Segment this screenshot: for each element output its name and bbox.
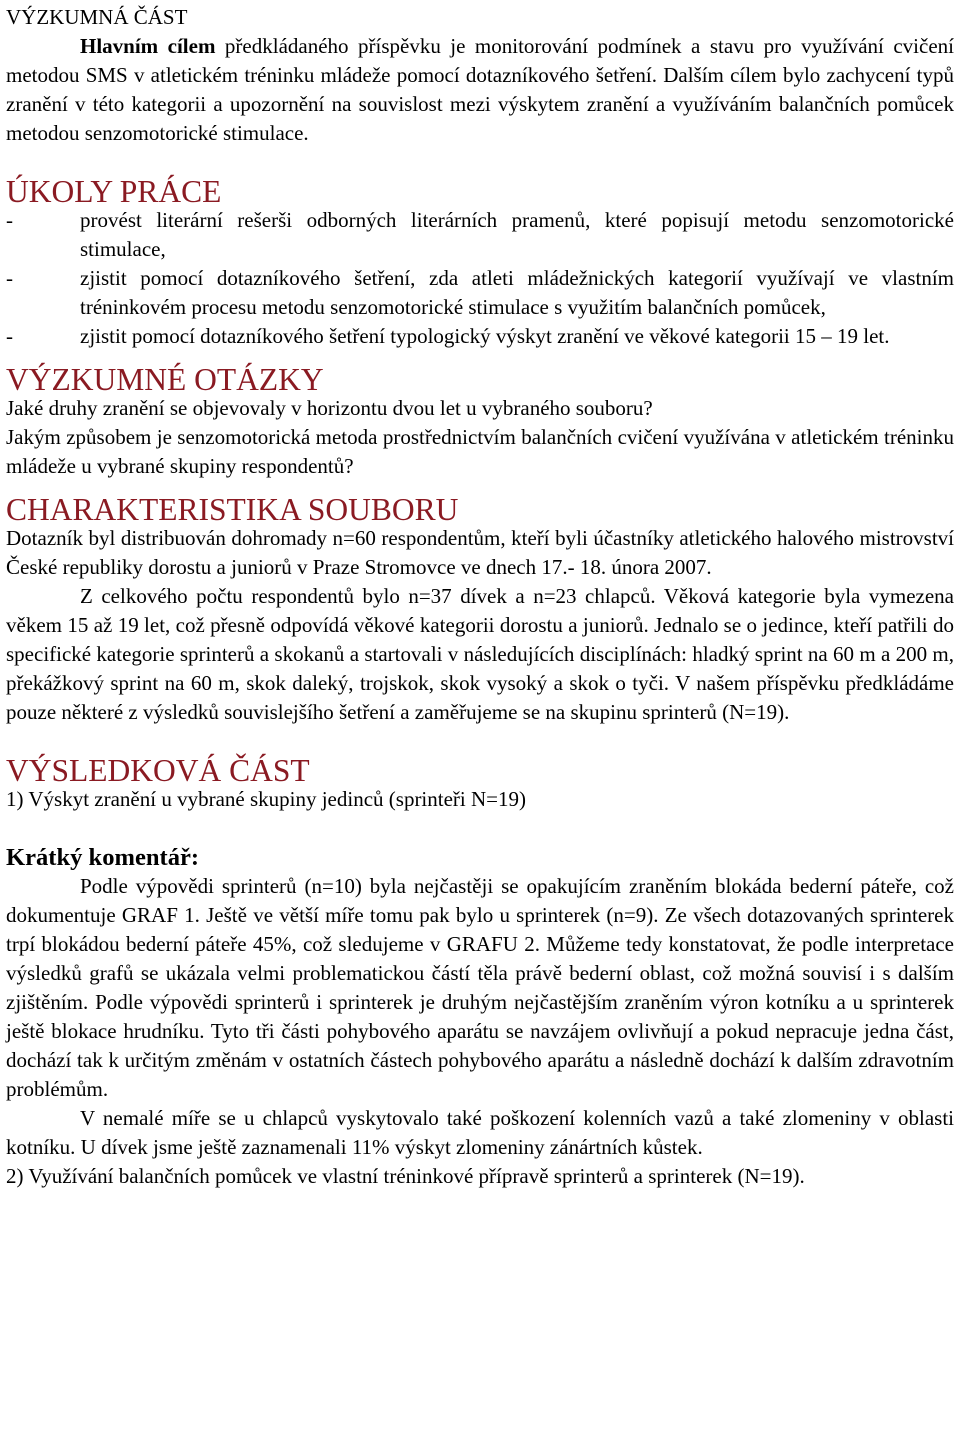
tasks-heading: ÚKOLY PRÁCE bbox=[6, 174, 222, 209]
comment-heading: Krátký komentář: bbox=[6, 844, 200, 871]
comment-paragraph-1: Podle výpovědi sprinterů (n=10) byla nejčastěji se opakujícím zraněním blokáda bederní páteře, což dokumentuje GRAF 1. Ještě ve větší míře tomu pak bylo u sprinterek (n=9). Ze všech dotazovaných sprinterek trpí blokádou bederní páteře 45%, což sledujeme v GRAFU 2. Můžeme tedy konstatovat, že podle interpretace výsledků grafů se ukázala velmi problematickou částí těla právě bederní oblast, což možná souvisí i s dalším zjištěním. Podle výpovědi sprinterů i sprinterek je druhým nejčastějším zraněním výron kotníku a u sprinterek ještě blokace hrudníku. Tyto tři části pohybového aparátu se navzájem ovlivňují a pokud nepracuje jedna část, dochází tak k určitým změnám v ostatních částech pohybového aparátu a následně dochází k dalším zdravotním problémům. bbox=[6, 874, 954, 1101]
task-dash: - bbox=[6, 324, 13, 348]
question-1: Jaké druhy zranění se objevovaly v horizontu dvou let u vybraného souboru? bbox=[6, 396, 653, 420]
sample-section bbox=[6, 492, 954, 727]
questions-heading: VÝZKUMNÉ OTÁZKY bbox=[6, 362, 324, 397]
task-item bbox=[6, 322, 954, 351]
task-text: provést literární rešerši odborných literárních pramenů, které popisují metodu senzomotorické stimulace, bbox=[80, 208, 954, 261]
research-aim-lead: Hlavním cílem bbox=[80, 34, 216, 58]
comment-paragraph-2: V nemalé míře se u chlapců vyskytovalo také poškození kolenních vazů a také zlomeniny v oblasti kotníku. U dívek jsme ještě zaznamenali 11% výskyt zlomeniny zánártních kůstek. bbox=[6, 1106, 954, 1159]
sample-heading: CHARAKTERISTIKA SOUBORU bbox=[6, 492, 459, 527]
questions-section bbox=[6, 362, 954, 481]
task-text: zjistit pomocí dotazníkového šetření, zda atleti mládežnických kategorií využívají ve vlastním tréninkovém procesu metodu senzomotorické stimulace s využitím balančních pomůcek, bbox=[80, 266, 954, 319]
task-item bbox=[6, 206, 954, 264]
question-2: Jakým způsobem je senzomotorická metoda prostřednictvím balančních cvičení využívána v atletickém tréninku mládeže u vybrané skupiny respondentů? bbox=[6, 425, 954, 478]
task-text: zjistit pomocí dotazníkového šetření typologický výskyt zranění ve věkové kategorii 15 – 19 let. bbox=[80, 324, 890, 348]
results-subheading-2: 2) Využívání balančních pomůcek ve vlastní tréninkové přípravě sprinterů a sprinterek (N=19). bbox=[6, 1164, 805, 1188]
sample-paragraph-1: Dotazník byl distribuován dohromady n=60 respondentům, kteří byli účastníky atletického halového mistrovství České republiky dorostu a juniorů v Praze Stromovce ve dnech 17.- 18. února 2007. bbox=[6, 526, 954, 579]
sample-paragraph-2: Z celkového počtu respondentů bylo n=37 dívek a n=23 chlapců. Věková kategorie byla vymezena věkem 15 až 19 let, což přesně odpovídá věkové kategorii dorostu a juniorů. Jednalo se o jedince, kteří patřili do specifické kategorie sprinterů a skokanů a startovali v následujících disciplínách: hladký sprint na 60 m a 200 m, překážkový sprint na 60 m, skok daleký, trojskok, skok vysoký a skok o tyči. V našem příspěvku předkládáme pouze některé z výsledků souvislejšího šetření a zaměřujeme se na skupinu sprinterů (N=19). bbox=[6, 584, 954, 724]
research-heading: VÝZKUMNÁ ČÁST bbox=[6, 5, 188, 29]
tasks-section bbox=[6, 174, 954, 351]
research-section bbox=[6, 3, 954, 148]
task-dash: - bbox=[6, 208, 13, 232]
results-section bbox=[6, 753, 954, 1191]
research-aim-paragraph bbox=[6, 32, 954, 148]
task-dash: - bbox=[6, 266, 13, 290]
results-heading: VÝSLEDKOVÁ ČÁST bbox=[6, 753, 310, 788]
task-item bbox=[6, 264, 954, 322]
results-subheading-1: 1) Výskyt zranění u vybrané skupiny jedinců (sprinteři N=19) bbox=[6, 787, 527, 811]
research-aim-text: předkládaného příspěvku je monitorování podmínek a stavu pro využívání cvičení metodou SMS v atletickém tréninku mládeže pomocí dotazníkového šetření. Dalším cílem bylo zachycení typů zranění v této kategorii a upozornění na souvislost mezi výskytem zranění a využíváním balančních pomůcek metodou senzomotorické stimulace. bbox=[6, 34, 954, 145]
tasks-list bbox=[6, 206, 954, 351]
